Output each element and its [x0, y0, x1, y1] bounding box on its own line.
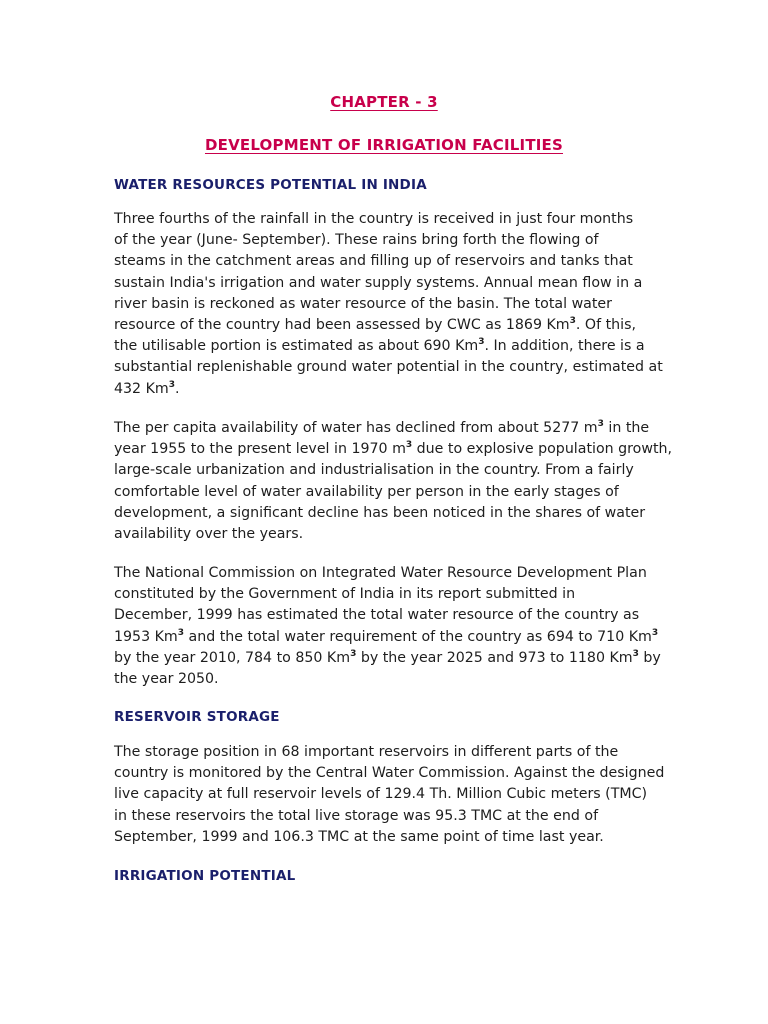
section-heading-water-resources: WATER RESOURCES POTENTIAL IN INDIA [114, 177, 427, 193]
text-line: 432 Km$^3$. [114, 379, 180, 397]
text-line: of the year (June- September). These rains bring forth the flowing of [114, 232, 599, 249]
superscript: 3 [168, 379, 175, 390]
superscript: 3 [632, 648, 639, 659]
text-line: year 1955 to the present level in 1970 $m^3$ due to explosive population growth, [114, 440, 673, 458]
superscript: 3 [478, 337, 485, 348]
text-line: in these reservoirs the total live storage was 95.3 TMC at the end of [114, 807, 599, 824]
text-line: The storage position in 68 important reservoirs in different parts of the [114, 744, 619, 760]
text-line: development, a significant decline has been noticed in the shares of water [114, 504, 646, 521]
superscript: 3 [177, 627, 185, 638]
text-line: country is monitored by the Central Water Commission. Against the designed [114, 765, 665, 782]
text-line: substantial replenishable ground water potential in the country, estimated at [114, 359, 663, 376]
section-heading-reservoir-storage: RESERVOIR STORAGE [114, 709, 280, 725]
text-line: the year 2050. [114, 671, 219, 688]
paragraph [114, 742, 665, 848]
text-line: by the year 2010, 784 to 850 Km$^3$ by the year 2025 and 973 to 1180 Km$^3$ by [114, 648, 661, 666]
paragraph [114, 418, 673, 545]
text-line: constituted by the Government of India in its report submitted in [114, 586, 576, 603]
chapter-title: DEVELOPMENT OF IRRIGATION FACILITIES [204, 136, 563, 154]
paragraph [114, 209, 662, 400]
superscript: 3 [569, 316, 576, 327]
text-line: availability over the years. [114, 526, 304, 543]
section-heading-irrigation-potential: IRRIGATION POTENTIAL [114, 868, 296, 884]
text-line: live capacity at full reservoir levels of 129.4 Th. Million Cubic meters (TMC) [114, 786, 648, 803]
superscript: 3 [350, 648, 357, 659]
text-line: September, 1999 and 106.3 TMC at the same point of time last year. [114, 828, 604, 845]
text-line: steams in the catchment areas and filling up of reservoirs and tanks that [114, 253, 633, 270]
text-line: The per capita availability of water has declined from about 5277 $m^3$ in the [114, 419, 650, 436]
chapter-number: CHAPTER - 3 [330, 93, 438, 111]
text-line: Three fourths of the rainfall in the country is received in just four months [114, 211, 634, 227]
text-line: large-scale urbanization and industrialisation in the country. From a fairly [114, 462, 634, 479]
paragraph [114, 563, 662, 690]
superscript: 3 [651, 627, 659, 638]
superscript: 3 [405, 440, 413, 451]
text-line: The National Commission on Integrated Water Resource Development Plan [114, 565, 647, 581]
superscript: 3 [597, 419, 604, 429]
text-line: sustain India's irrigation and water supply systems. Annual mean flow in a [114, 274, 643, 291]
text-line: 1953 Km$^3$ and the total water requirement of the country as 694 to 710 Km$^3$ [114, 627, 659, 645]
text-line: comfortable level of water availability per person in the early stages of [114, 483, 619, 500]
text-line: December, 1999 has estimated the total water resource of the country as [114, 607, 640, 624]
text-line: resource of the country had been assessed by CWC as 1869 Km$^3$. Of this, [114, 316, 636, 334]
text-line: river basin is reckoned as water resource of the basin. The total water [114, 295, 612, 312]
text-line: the utilisable portion is estimated as about 690 Km$^3$. In addition, there is a [114, 337, 645, 355]
